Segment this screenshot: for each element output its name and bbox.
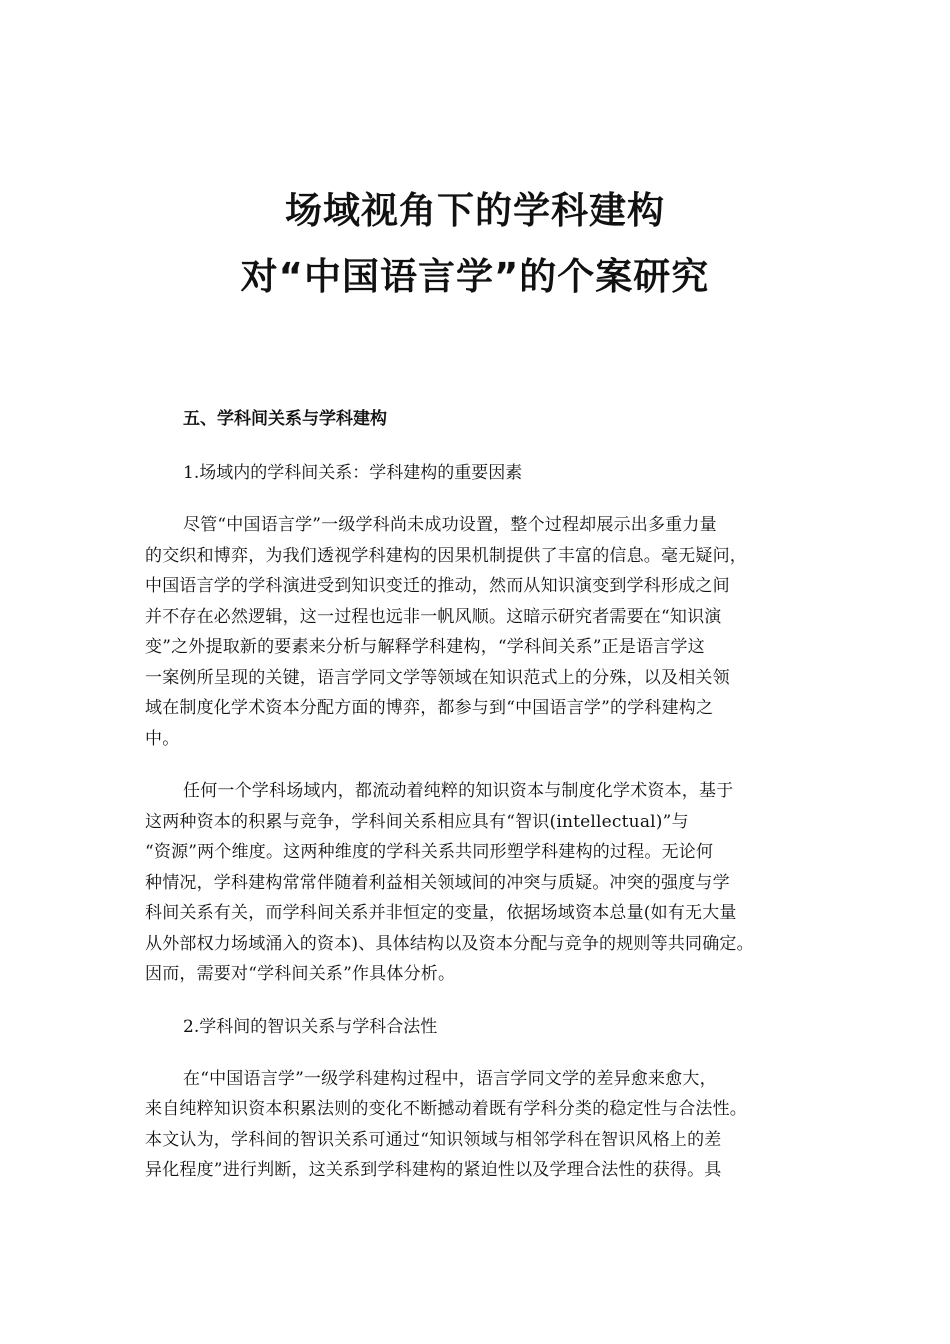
paragraph-line: 来自纯粹知识资本积累法则的变化不断撼动着既有学科分类的稳定性与合法性。 [145, 1099, 747, 1119]
paragraph-line: 并不存在必然逻辑，这一过程也远非一帆风顺。这暗示研究者需要在“知识演 [145, 606, 722, 627]
paragraph-line: 本文认为，学科间的智识关系可通过“知识领域与相邻学科在智识风格上的差 [145, 1129, 722, 1150]
paragraph-line: 因而，需要对“学科间关系”作具体分析。 [145, 964, 456, 984]
paragraph-line: 一案例所呈现的关键，语言学同文学等领域在知识范式上的分殊，以及相关领 [145, 667, 730, 688]
document-body [145, 404, 805, 1208]
paragraph-line: 这两种资本的积累与竞争，学科间关系相应具有“智识(intellectual)”与 [145, 811, 689, 832]
paragraph-1 [145, 510, 805, 754]
paragraph-line: 中国语言学的学科演进受到知识变迁的推动，然而从知识演变到学科形成之间 [145, 576, 730, 596]
paragraph-line: 域在制度化学术资本分配方面的博弈，都参与到“中国语言学”的学科建构之 [145, 698, 714, 718]
paragraph-line: 的交织和博弈，为我们透视学科建构的因果机制提供了丰富的信息。毫无疑问， [145, 545, 747, 566]
paragraph-line: 中。 [145, 728, 180, 749]
paragraph-line: 任何一个学科场域内，都流动着纯粹的知识资本与制度化学术资本，基于 [183, 781, 734, 801]
paragraph-line: 种情况，学科建构常常伴随着利益相关领域间的冲突与质疑。冲突的强度与学 [145, 872, 730, 893]
paragraph-line: 科间关系有关，而学科间关系并非恒定的变量，依据场域资本总量(如有无大量 [145, 903, 737, 923]
subsection-heading-2: 2.学科间的智识关系与学科合法性 [183, 1016, 438, 1037]
title-line-2: 对“中国语言学”的个案研究 [240, 255, 710, 298]
paragraph-line: 从外部权力场域涌入的资本)、具体结构以及资本分配与竞争的规则等共同确定。 [145, 933, 754, 954]
subsection-heading-1: 1.场域内的学科间关系：学科建构的重要因素 [183, 463, 523, 483]
paragraph-line: 尽管“中国语言学”一级学科尚未成功设置，整个过程却展示出多重力量 [183, 515, 717, 535]
paragraph-3 [145, 1064, 805, 1186]
paragraph-line: 变”之外提取新的要素来分析与解释学科建构，“学科间关系”正是语言学这 [145, 637, 705, 657]
section-heading: 五、学科间关系与学科建构 [183, 409, 387, 429]
paragraph-line: 在“中国语言学”一级学科建构过程中，语言学同文学的差异愈来愈大， [183, 1068, 717, 1089]
paragraph-line: “资源”两个维度。这两种维度的学科关系共同形塑学科建构的过程。无论何 [145, 842, 714, 862]
title-line-1: 场域视角下的学科建构 [285, 189, 665, 232]
paragraph-2 [145, 776, 805, 990]
document-title [0, 178, 950, 310]
paragraph-line: 异化程度”进行判断，这关系到学科建构的紧迫性以及学理合法性的获得。具 [145, 1160, 722, 1180]
